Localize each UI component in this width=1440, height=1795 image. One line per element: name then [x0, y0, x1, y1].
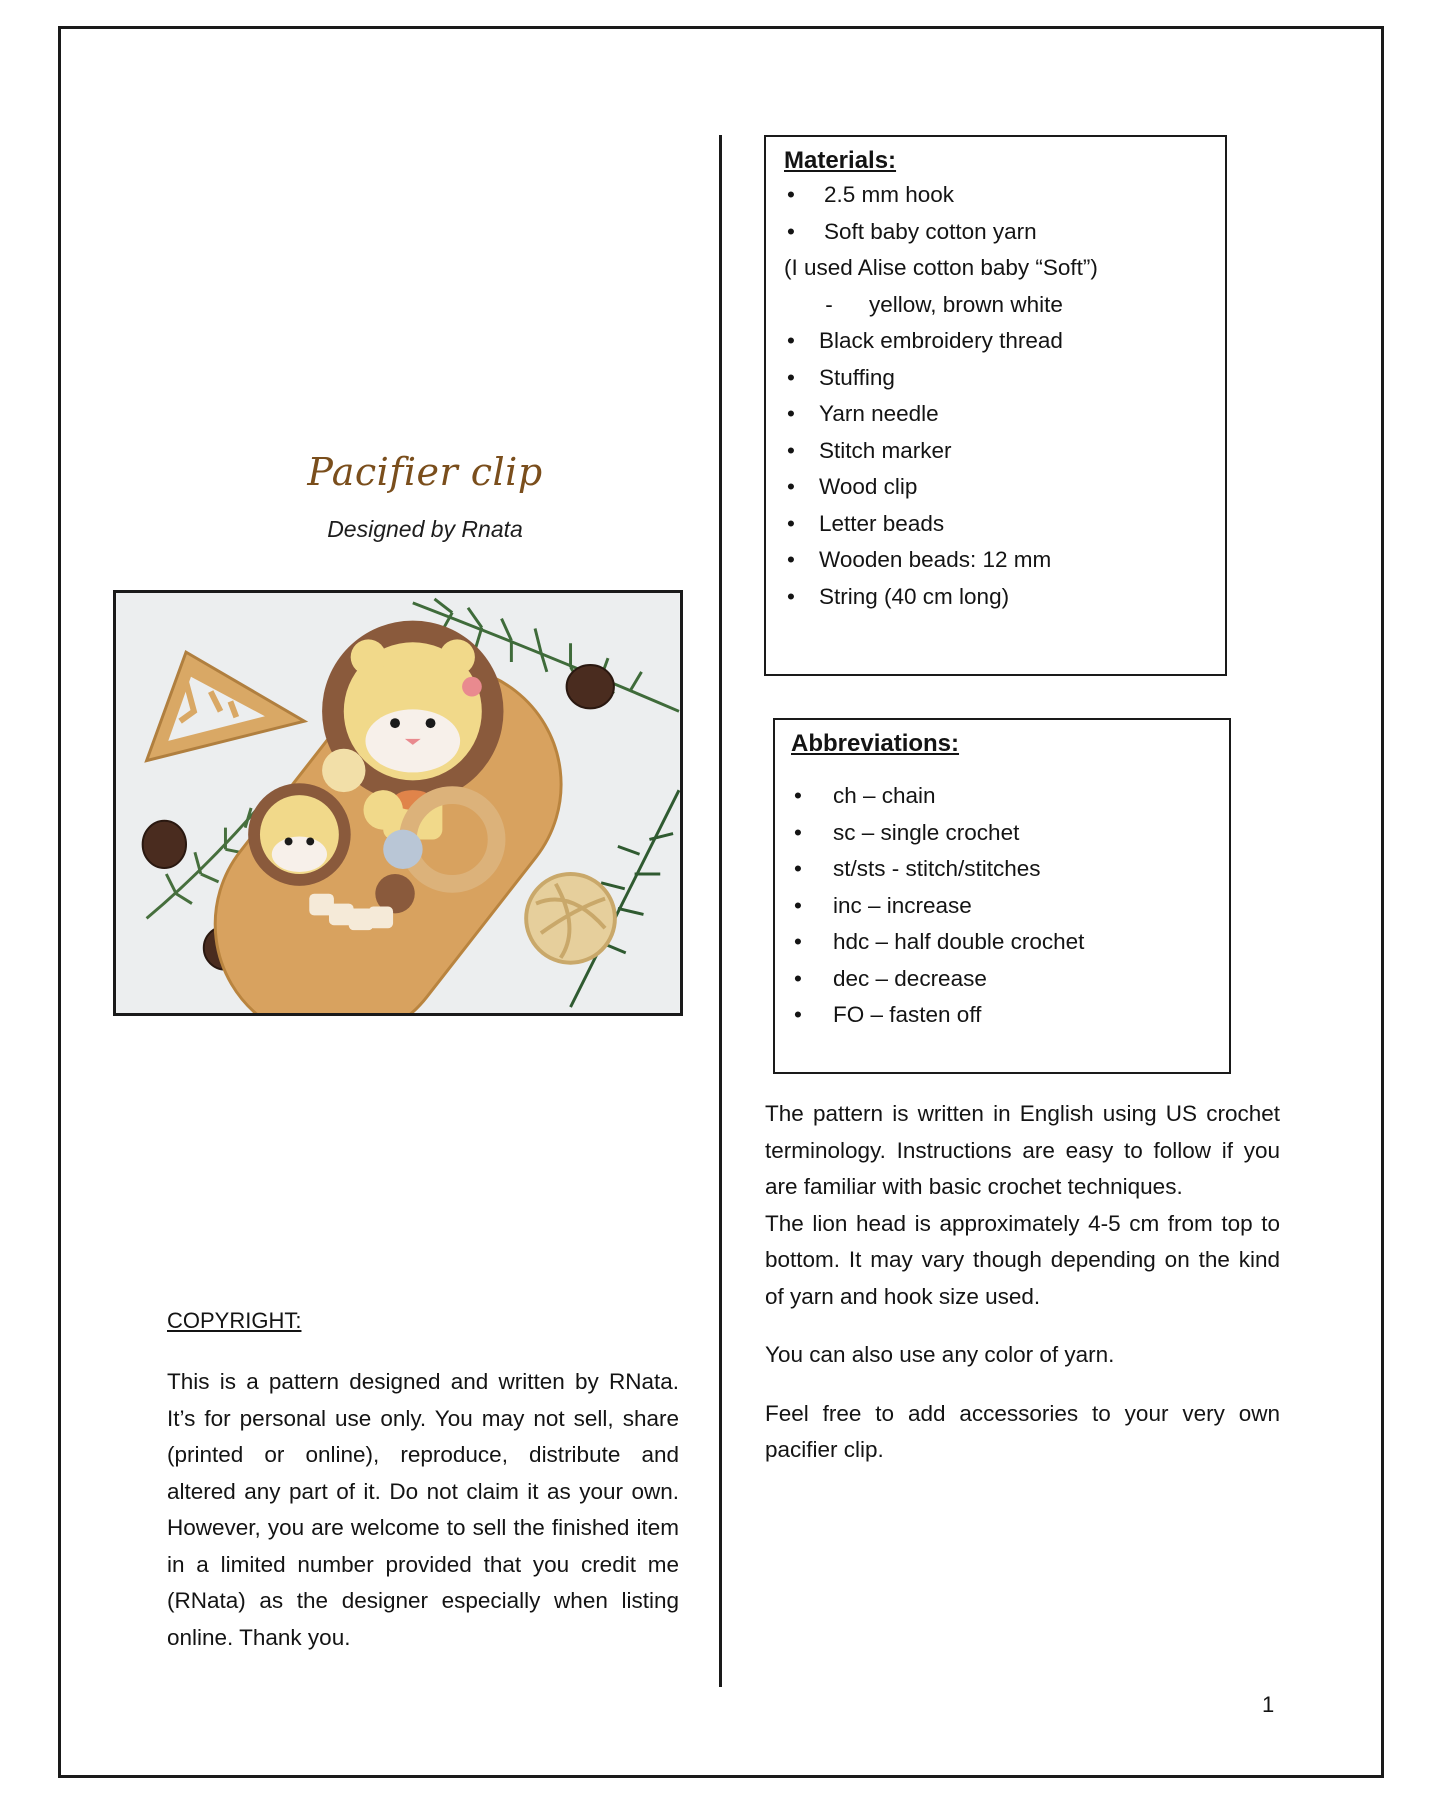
list-item-text: ch – chain	[833, 783, 936, 808]
list-item	[784, 323, 1225, 360]
abbreviations-box	[773, 718, 1231, 1074]
list-item-text: yellow, brown white	[869, 291, 1063, 317]
materials-box	[764, 135, 1227, 676]
bullet-icon: •	[794, 892, 802, 918]
list-item-text: String (40 cm long)	[819, 583, 1010, 609]
pattern-description	[765, 1096, 1280, 1469]
page-number: 1	[1262, 1692, 1275, 1717]
list-item-text: hdc – half double crochet	[833, 929, 1085, 954]
list-item-text: Black embroidery thread	[819, 328, 1063, 353]
list-item	[784, 214, 1225, 251]
list-item-text: sc – single crochet	[833, 819, 1020, 845]
bullet-icon: •	[794, 819, 802, 845]
list-item	[784, 506, 1225, 543]
description-paragraph: Feel free to add accessories to your very own pacifier clip.	[765, 1400, 1280, 1462]
bullet-icon: •	[787, 401, 795, 426]
list-item	[791, 888, 1229, 925]
list-item-text: FO – fasten off	[833, 1002, 982, 1027]
abbreviations-heading: Abbreviations:	[791, 730, 960, 757]
list-item-text: Stuffing	[819, 364, 895, 390]
list-item	[791, 815, 1229, 852]
bullet-icon: •	[794, 783, 802, 808]
list-item-text: Soft baby cotton yarn	[824, 218, 1037, 244]
list-item-text: st/sts - stitch/stitches	[833, 856, 1041, 881]
bullet-icon: •	[787, 583, 795, 609]
copyright-text: This is a pattern designed and written by RNata. It’s for personal use only. You may not sell, share (printed or online), reproduce, distribute and altered any part of it. Do not claim it as your own. However, you are welcome to sell the finished item in a limited number provided that you credit me (RNata) as the designer especially when listing online. Thank you.	[167, 1369, 679, 1650]
list-item	[784, 579, 1225, 616]
list-item	[784, 542, 1225, 579]
dash-icon: -	[825, 291, 833, 317]
bullet-icon: •	[787, 218, 795, 244]
abbreviations-list	[791, 778, 1229, 1034]
bullet-icon: •	[794, 929, 802, 954]
list-item-text: Letter beads	[819, 510, 945, 536]
list-item	[784, 433, 1225, 470]
list-item-text: inc – increase	[833, 892, 972, 918]
copyright-heading: COPYRIGHT:	[167, 1308, 302, 1333]
description-paragraph: You can also use any color of yarn.	[765, 1342, 1115, 1367]
list-item	[791, 778, 1229, 815]
list-item	[791, 851, 1229, 888]
bullet-icon: •	[794, 856, 802, 881]
list-item	[784, 287, 1225, 324]
column-divider	[719, 135, 722, 1687]
list-item-text: dec – decrease	[833, 965, 987, 991]
lion-pacifier-clip-illustration	[116, 593, 680, 1013]
materials-list	[784, 177, 1225, 615]
bullet-icon: •	[794, 1002, 802, 1027]
description-paragraph: The pattern is written in English using US crochet terminology. Instructions are easy to follow if you are familiar with basic crochet techniques.	[765, 1101, 1280, 1199]
list-item-text: Wooden beads: 12 mm	[819, 547, 1052, 572]
list-item-text: 2.5 mm hook	[824, 182, 955, 207]
list-item	[791, 997, 1229, 1034]
bullet-icon: •	[787, 510, 795, 536]
list-item-text: Wood clip	[819, 474, 918, 499]
list-item	[784, 469, 1225, 506]
designer-byline: Designed by Rnata	[327, 516, 523, 542]
bullet-icon: •	[794, 965, 802, 991]
list-item-text: Stitch marker	[819, 437, 952, 463]
bullet-icon: •	[787, 328, 795, 353]
list-item-text: Yarn needle	[819, 401, 939, 426]
bullet-icon: •	[787, 474, 795, 499]
bullet-icon: •	[787, 437, 795, 463]
list-item	[784, 396, 1225, 433]
bullet-icon: •	[787, 364, 795, 390]
list-item-text: (I used Alise cotton baby “Soft”)	[784, 255, 1098, 280]
small-lion-head	[248, 783, 351, 886]
bullet-icon: •	[787, 182, 795, 207]
description-paragraph: The lion head is approximately 4-5 cm from top to bottom. It may vary though depending on the kind of yarn and hook size used.	[765, 1210, 1280, 1309]
list-item	[784, 360, 1225, 397]
document-title: Pacifier clip	[307, 450, 543, 494]
list-item	[784, 250, 1225, 287]
product-photo	[113, 590, 683, 1016]
materials-heading: Materials:	[784, 147, 897, 174]
list-item	[791, 924, 1229, 961]
list-item	[784, 177, 1225, 214]
bullet-icon: •	[787, 547, 795, 572]
list-item	[791, 961, 1229, 998]
